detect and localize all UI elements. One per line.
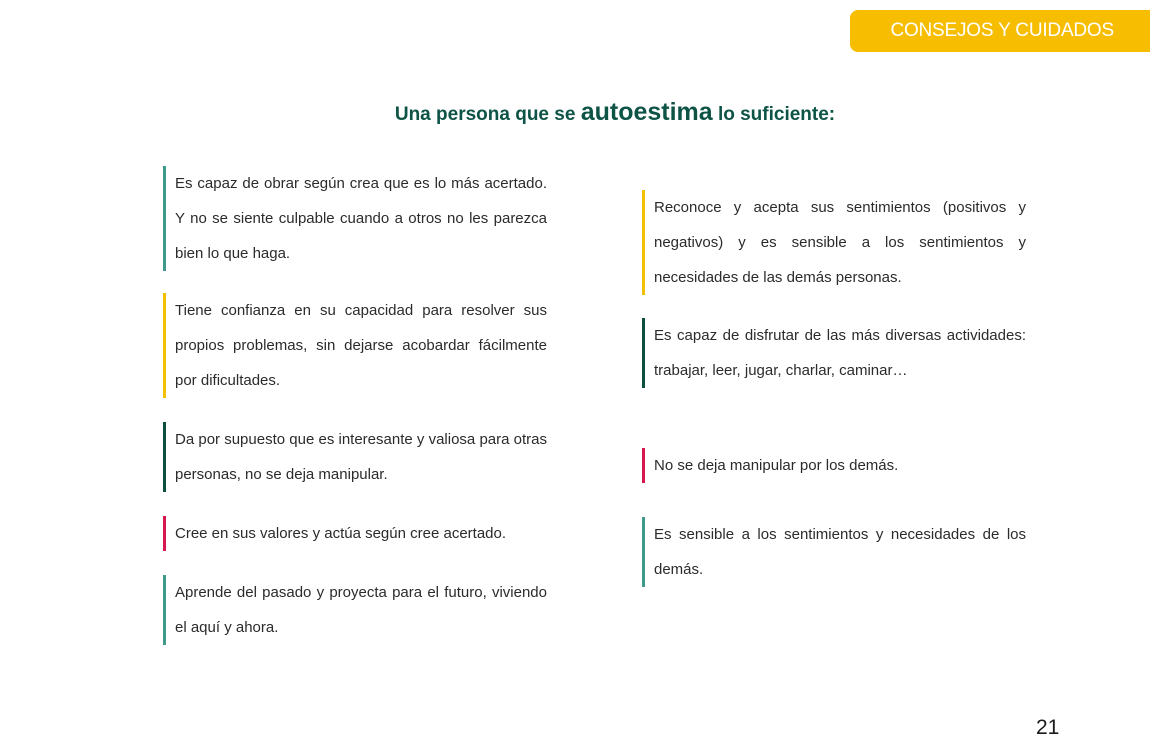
left-item-5-text: Aprende del pasado y proyecta para el futuro, viviendo el aquí y ahora. [175,584,547,636]
left-item-2 [163,293,547,398]
left-item-1-text: Es capaz de obrar según crea que es lo más acertado. Y no se siente culpable cuando a otros no les parezca bien lo que haga. [175,175,547,262]
right-item-4-text: Es sensible a los sentimientos y necesidades de los demás. [654,526,1026,578]
page-title [0,98,1150,127]
left-item-2-text: Tiene confianza en su capacidad para resolver sus propios problemas, sin dejarse acobardar fácilmente por dificultades. [175,302,547,389]
left-item-5 [163,575,547,645]
left-item-3 [163,422,547,492]
left-item-3-text: Da por supuesto que es interesante y valiosa para otras personas, no se deja manipular. [175,431,547,483]
right-item-1 [642,190,1026,295]
left-item-4 [163,516,547,551]
section-tab: CONSEJOS Y CUIDADOS [850,10,1150,52]
right-item-4 [642,517,1026,587]
title-suffix: lo suficiente: [712,104,836,125]
right-item-2-text: Es capaz de disfrutar de las más diversas actividades: trabajar, leer, jugar, charlar, caminar… [654,327,1026,379]
right-item-3 [642,448,1026,483]
right-item-1-text: Reconoce y acepta sus sentimientos (positivos y negativos) y es sensible a los sentimientos y necesidades de las demás personas. [654,199,1026,286]
title-prefix: Una persona que se [394,104,581,125]
title-emphasis: autoestima [580,98,713,126]
page-number: 21 [1036,716,1060,739]
left-item-4-text: Cree en sus valores y actúa según cree acertado. [175,525,507,542]
right-item-3-text: No se deja manipular por los demás. [654,457,899,474]
right-item-2 [642,318,1026,388]
left-item-1 [163,166,547,271]
